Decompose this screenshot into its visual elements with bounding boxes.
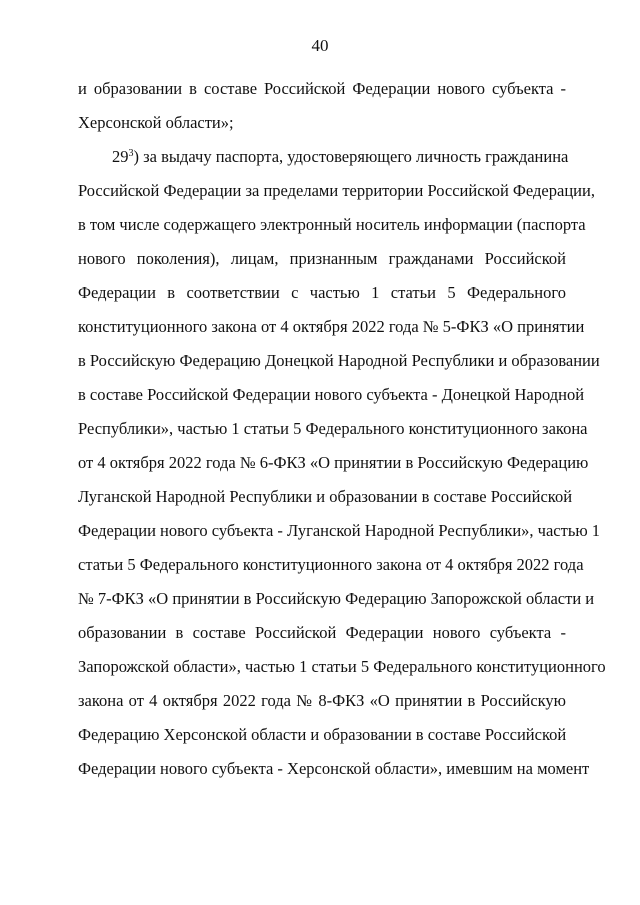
- document-body: [78, 72, 606, 786]
- text-line: Херсонской области»;: [78, 113, 234, 132]
- list-item-text: за выдачу паспорта, удостоверяющего личность гражданина: [139, 147, 569, 166]
- text-line: статьи 5 Федерального конституционного закона от 4 октября 2022 года: [78, 555, 584, 574]
- text-line: нового поколения), лицам, признанным гражданами Российской: [78, 249, 566, 268]
- text-line: № 7-ФКЗ «О принятии в Российскую Федерацию Запорожской области и: [78, 589, 595, 608]
- text-line: Российской Федерации за пределами территории Российской Федерации,: [78, 181, 595, 200]
- text-line: Федерации нового субъекта - Луганской Народной Республики», частью 1: [78, 521, 601, 540]
- list-item-bracket: ): [133, 147, 139, 166]
- text-line: Запорожской области», частью 1 статьи 5 Федерального конституционного: [78, 657, 606, 676]
- list-item-superscript: 3: [128, 148, 134, 159]
- list-item-number: 29: [112, 147, 129, 166]
- text-line: в том числе содержащего электронный носитель информации (паспорта: [78, 215, 586, 234]
- text-line: и образовании в составе Российской Федерации нового субъекта -: [78, 79, 566, 98]
- text-line: закона от 4 октября 2022 года № 8-ФКЗ «О принятии в Российскую: [78, 691, 566, 710]
- text-line: образовании в составе Российской Федерации нового субъекта -: [78, 623, 566, 642]
- text-line: Федерации нового субъекта - Херсонской области», имевшим на момент: [78, 759, 590, 778]
- text-line: конституционного закона от 4 октября 2022 года № 5-ФКЗ «О принятии: [78, 317, 585, 336]
- text-line: в Российскую Федерацию Донецкой Народной Республики и образовании: [78, 351, 600, 370]
- text-line: Луганской Народной Республики и образовании в составе Российской: [78, 487, 573, 506]
- list-item-marker: [112, 147, 139, 166]
- text-line: в составе Российской Федерации нового субъекта - Донецкой Народной: [78, 385, 585, 404]
- text-line: Республики», частью 1 статьи 5 Федерального конституционного закона: [78, 419, 588, 438]
- text-line: от 4 октября 2022 года № 6-ФКЗ «О принятии в Российскую Федерацию: [78, 453, 589, 472]
- text-line: Федерации в соответствии с частью 1 статьи 5 Федерального: [78, 283, 566, 302]
- list-item-first-line: [78, 140, 569, 174]
- page-number: 40: [311, 36, 329, 55]
- text-line: Федерацию Херсонской области и образовании в составе Российской: [78, 725, 567, 744]
